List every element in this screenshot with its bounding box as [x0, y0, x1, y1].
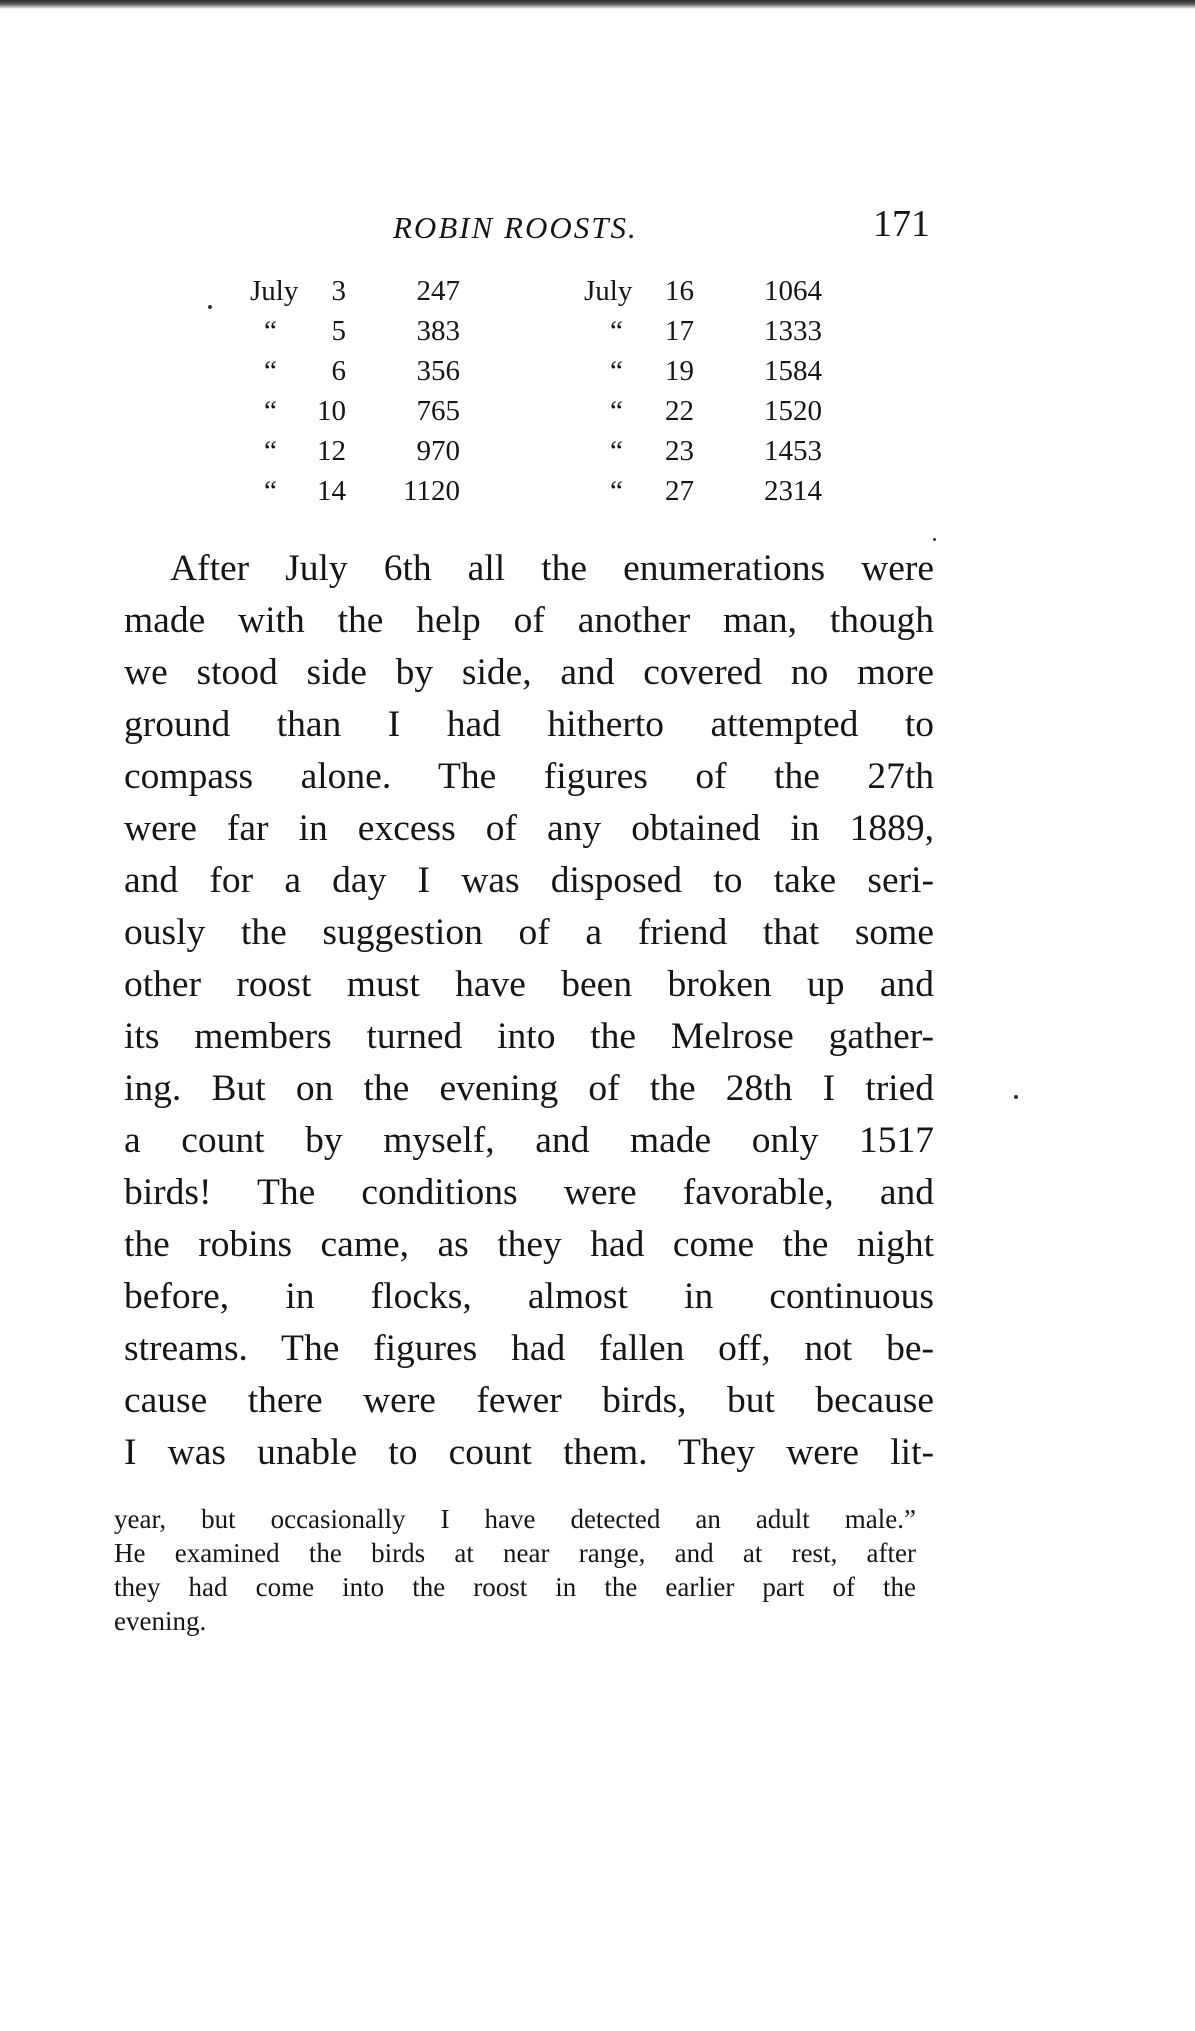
- text-line: we stood side by side, and covered no more: [124, 652, 934, 693]
- page-top-edge: [0, 0, 1195, 9]
- text-line: before, in flocks, almost in continuous: [124, 1276, 934, 1317]
- bird-count: 1333: [764, 315, 822, 347]
- date-day: 14: [317, 475, 346, 507]
- text-line: made with the help of another man, though: [124, 600, 934, 641]
- ditto-mark: “: [264, 435, 277, 467]
- running-head-title: ROBIN ROOSTS.: [393, 210, 638, 245]
- text-line: the robins came, as they had come the night: [124, 1224, 934, 1265]
- page-number: 171: [873, 203, 930, 245]
- date-day: 23: [665, 435, 694, 467]
- running-head: [0, 200, 1195, 250]
- text-line: other roost must have been broken up and: [124, 964, 934, 1005]
- text-line: were far in excess of any obtained in 1889,: [124, 808, 934, 849]
- body-paragraph: [124, 543, 934, 1479]
- text-line: After July 6th all the enumerations were: [170, 548, 934, 589]
- ditto-mark: “: [610, 475, 623, 507]
- ditto-mark: “: [264, 475, 277, 507]
- date-day: 17: [665, 315, 694, 347]
- text-line: ously the suggestion of a friend that some: [124, 912, 934, 953]
- date-day: 16: [665, 275, 694, 307]
- bird-count: 1064: [764, 275, 822, 307]
- text-line: its members turned into the Melrose gather-: [124, 1016, 934, 1057]
- bird-count: 765: [416, 395, 460, 427]
- ink-speck: [933, 538, 936, 541]
- footnote-line: they had come into the roost in the earlier part of the: [114, 1572, 916, 1602]
- ink-speck: [208, 305, 212, 309]
- date-day: 5: [331, 315, 346, 347]
- ditto-mark: “: [264, 355, 277, 387]
- ink-speck: [1014, 1095, 1018, 1099]
- text-line: and for a day I was disposed to take seri-: [124, 860, 934, 901]
- bird-count: 970: [416, 435, 460, 467]
- footnote-line: year, but occasionally I have detected an adult male.”: [114, 1504, 916, 1534]
- bird-count: 383: [416, 315, 460, 347]
- text-line: streams. The figures had fallen off, not be-: [124, 1328, 934, 1369]
- bird-count: 1584: [764, 355, 822, 387]
- ditto-mark: “: [610, 435, 623, 467]
- text-line: ing. But on the evening of the 28th I tried: [124, 1068, 934, 1109]
- ditto-mark: “: [264, 315, 277, 347]
- bird-count: 1520: [764, 395, 822, 427]
- text-line: ground than I had hitherto attempted to: [124, 704, 934, 745]
- text-line: I was unable to count them. They were lit-: [124, 1432, 934, 1473]
- text-line: cause there were fewer birds, but because: [124, 1380, 934, 1421]
- date-day: 12: [317, 435, 346, 467]
- date-day: 22: [665, 395, 694, 427]
- bird-count: 356: [416, 355, 460, 387]
- bird-count: 1120: [403, 475, 460, 507]
- date-month: July: [584, 275, 633, 307]
- text-line: compass alone. The figures of the 27th: [124, 756, 934, 797]
- date-day: 3: [331, 275, 346, 307]
- date-day: 6: [331, 355, 346, 387]
- date-day: 27: [665, 475, 694, 507]
- footnote-line: evening.: [114, 1606, 207, 1636]
- ditto-mark: “: [610, 395, 623, 427]
- text-line: birds! The conditions were favorable, and: [124, 1172, 934, 1213]
- date-day: 19: [665, 355, 694, 387]
- date-month: July: [250, 275, 299, 307]
- bird-count: 2314: [764, 475, 822, 507]
- ditto-mark: “: [264, 395, 277, 427]
- footnote: [114, 1502, 916, 1638]
- date-day: 10: [317, 395, 346, 427]
- bird-count: 1453: [764, 435, 822, 467]
- text-line: a count by myself, and made only 1517: [124, 1120, 934, 1161]
- footnote-line: He examined the birds at near range, and at rest, after: [114, 1538, 916, 1568]
- bird-count: 247: [416, 275, 460, 307]
- ditto-mark: “: [610, 355, 623, 387]
- ditto-mark: “: [610, 315, 623, 347]
